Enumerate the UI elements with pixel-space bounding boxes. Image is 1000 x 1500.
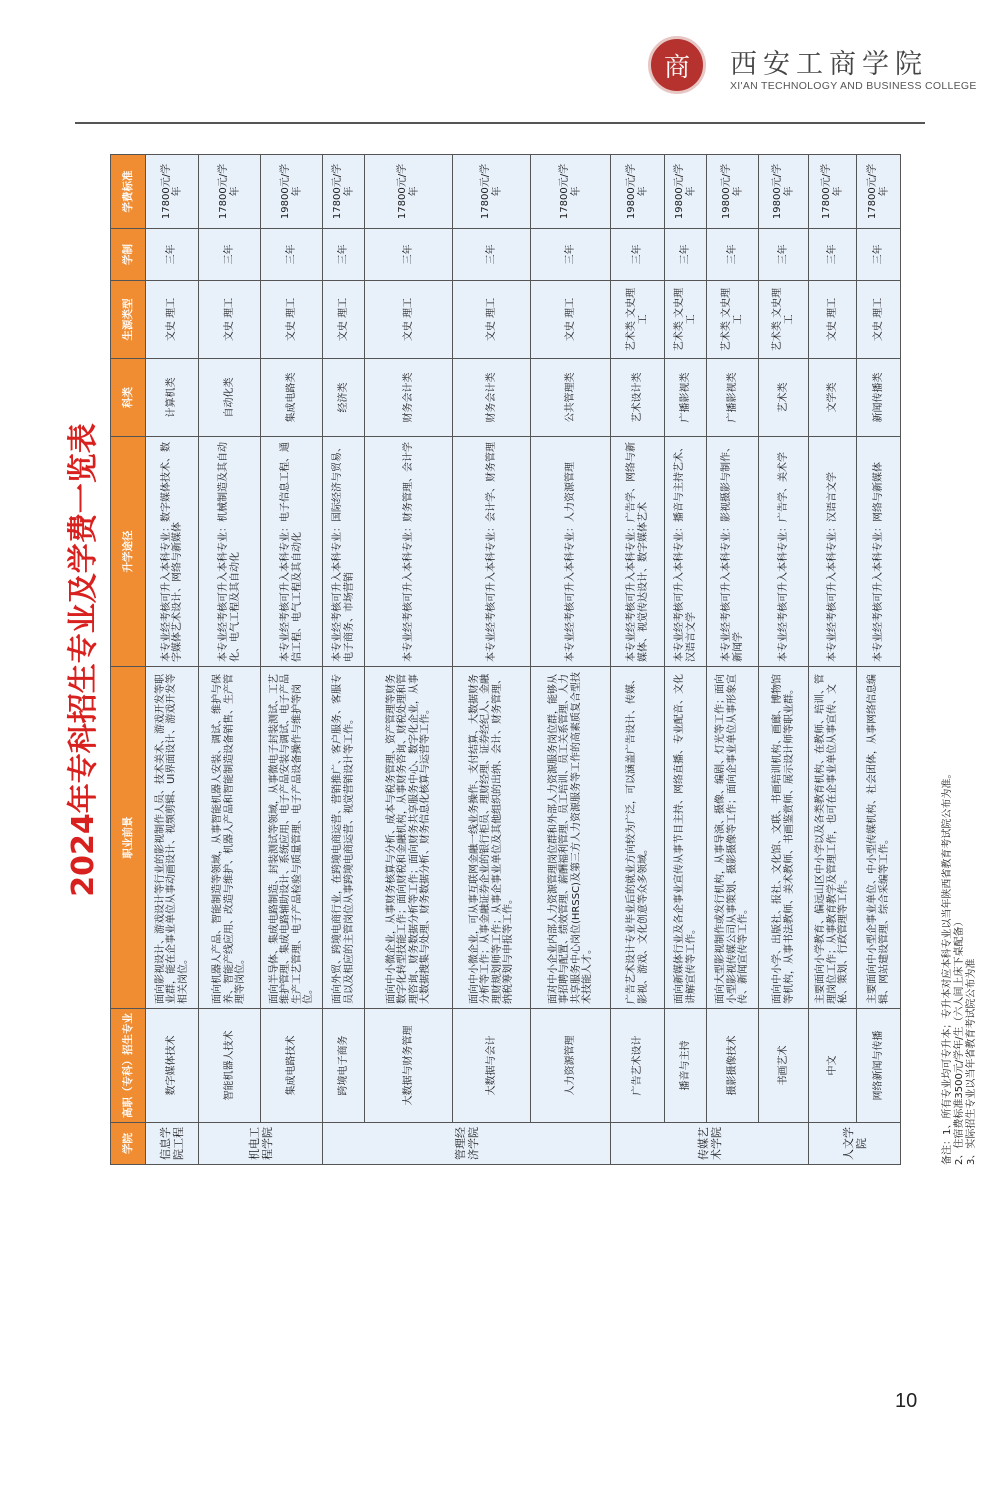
header-category: 科类 [111, 359, 146, 437]
source-cell: 文史 理工 [857, 281, 901, 359]
college-cell: 传媒艺术学院 [611, 1123, 809, 1165]
category-cell: 自动化类 [199, 359, 261, 437]
major-cell: 智能机器人技术 [199, 1009, 261, 1123]
prospect-cell: 主要面向小学教育、偏远山区中小学以及各类教育机构、在教师、培训、管理岗位工作；从事教育教学及管理工作，也可在企事业单位从事宣传、文秘、策划、行政管理等工作。 [809, 667, 857, 1009]
duration-cell: 三年 [857, 229, 901, 281]
table-row [199, 155, 261, 1165]
fee-cell: 17800元/学年 [857, 155, 901, 229]
duration-cell: 三年 [323, 229, 365, 281]
table-row [809, 155, 857, 1165]
major-cell: 网络新闻与传播 [857, 1009, 901, 1123]
major-cell: 播音与主持 [665, 1009, 707, 1123]
path-cell: 本专业经考核可升入本科专业：会计学、财务管理 [453, 437, 531, 667]
major-cell: 书画艺术 [759, 1009, 809, 1123]
prospect-cell: 面向中小学、出版社、报社、文化馆、文联、书画培训机构、画廊、博物馆等机构，从事书法教师、美术教师、书画鉴赏师、展示设计师等职业群。 [759, 667, 809, 1009]
major-cell: 人力资源管理 [531, 1009, 611, 1123]
source-cell: 艺术类 文史理工 [611, 281, 665, 359]
fee-cell: 17800元/学年 [323, 155, 365, 229]
path-cell: 本专业经考核可升入本科专业：机械制造及其自动化、电气工程及其自动化 [199, 437, 261, 667]
fee-cell: 17800元/学年 [809, 155, 857, 229]
path-cell: 本专业经考核可升入本科专业：财务管理、会计学 [365, 437, 453, 667]
duration-cell: 三年 [199, 229, 261, 281]
table-row [857, 155, 901, 1165]
fee-cell: 19800元/学年 [707, 155, 759, 229]
category-cell: 艺术类 [759, 359, 809, 437]
duration-cell: 三年 [665, 229, 707, 281]
source-cell: 文史 理工 [323, 281, 365, 359]
prospect-cell: 面向新媒体行业及各企事业宣传从事节目主持、网络直播、专业配音、文化讲解宣传等工作。 [665, 667, 707, 1009]
path-cell: 本专业经考核可升入本科专业：广告学、美术学 [759, 437, 809, 667]
category-cell: 广播影视类 [665, 359, 707, 437]
source-cell: 艺术类 文史理工 [665, 281, 707, 359]
prospect-cell: 面向大型影视制作或发行机构，从事导演、摄像、编剧、灯光等工作；面向小型影视传媒公司从事策划、摄影摄像等工作；面向企事业单位从事形象宣传、新闻宣传等工作。 [707, 667, 759, 1009]
source-cell: 艺术类 文史理工 [707, 281, 759, 359]
college-logo [648, 36, 706, 94]
table-row [453, 155, 531, 1165]
source-cell: 艺术类 文史理工 [759, 281, 809, 359]
fee-cell: 19800元/学年 [665, 155, 707, 229]
prospect-cell: 面向中小微企业，可从事互联网金融一线业务操作、支付结算、大数据财务分析等工作；从事金融证券企业的银行柜员、理财经理、证券经纪人、金融理财规划师等工作；从事企事业单位及其他组织的出纳、会计、财务管理、纳税筹划与申报等工作。 [453, 667, 531, 1009]
path-cell: 本专业经考核可升入本科专业：国际经济与贸易、电子商务、市场营销 [323, 437, 365, 667]
header-fee: 学费标准 [111, 155, 146, 229]
major-cell: 广告艺术设计 [611, 1009, 665, 1123]
source-cell: 文史 理工 [199, 281, 261, 359]
prospect-cell: 面向机器人产品、智能制造等领域，从事智能机器人安装、调试、维护与保养、智能产线应用、改造与维护、机器人产品和智能制造设备销售、生产管理等岗位。 [199, 667, 261, 1009]
path-cell: 本专业经考核可升入本科专业：人力资源管理 [531, 437, 611, 667]
prospect-cell: 面对中小企业内部人力资源管理岗位群和外部人力资源服务岗位群，能够从事招聘与配置、绩效管理、薪酬福利管理、员工培训、员工关系管理、人力共享服务中心岗位(HRSSC)及第三方人力资源服务等工作的高素质复合型技术技能人才。 [531, 667, 611, 1009]
path-cell: 本专业经考核可升入本科专业：广告学、网络与新媒体、视觉传达设计、数字媒体艺术 [611, 437, 665, 667]
college-cell: 管理经济学院 [323, 1123, 611, 1165]
category-cell: 文学类 [809, 359, 857, 437]
path-cell: 本专业经考核可升入本科专业：数字媒体技术、数字媒体艺术设计、网络与新媒体 [146, 437, 199, 667]
duration-cell: 三年 [365, 229, 453, 281]
source-cell: 文史 理工 [146, 281, 199, 359]
header-source: 生源类型 [111, 281, 146, 359]
footnote-2: 2、住宿费标准3500元/学年/生（六人间上床下桌配备） [954, 916, 965, 1165]
category-cell: 财务会计类 [453, 359, 531, 437]
table-row [146, 155, 199, 1165]
category-cell: 艺术设计类 [611, 359, 665, 437]
header-prospect: 职业前景 [111, 667, 146, 1009]
fee-cell: 19800元/学年 [261, 155, 323, 229]
fee-cell: 17800元/学年 [199, 155, 261, 229]
category-cell: 广播影视类 [707, 359, 759, 437]
category-cell: 计算机类 [146, 359, 199, 437]
page-title: 2024年专科招生专业及学费一览表 [66, 423, 101, 897]
table-header-row [111, 155, 146, 1165]
duration-cell: 三年 [611, 229, 665, 281]
fee-cell: 19800元/学年 [611, 155, 665, 229]
duration-cell: 三年 [261, 229, 323, 281]
path-cell: 本专业经考核可升入本科专业：影视摄影与制作、新闻学 [707, 437, 759, 667]
table-row [365, 155, 453, 1165]
major-cell: 数字媒体技术 [146, 1009, 199, 1123]
major-cell: 中文 [809, 1009, 857, 1123]
prospect-cell: 面向中小微企业，从事财务核算与分析、成本与税务管理、资产管理等财务数字化转型技能工作；面向财税和金融机构，从事财务咨询、财税处理和管理咨询、财务数据分析等工作；面向财务共享服务中心、数字化企业，从事大数据搜集与处理、财务数据分析、财务信息化核算与运营等工作。 [365, 667, 453, 1009]
fee-cell: 17800元/学年 [365, 155, 453, 229]
source-cell: 文史 理工 [261, 281, 323, 359]
footnote-3: 3、实际招生专业以当年省教育考试院公布为准 [966, 958, 977, 1165]
prospect-cell: 主要面向中小型企事业单位、中小型传媒机构、社会团体，从事网络信息编辑、网站建设管理、综合采编等工作。 [857, 667, 901, 1009]
prospect-cell: 面向外贸、跨境电商行业，在跨境电商运营、营销推广、客户服务、客服专员以及相应的主管岗位从事跨境电商运营、视觉营销设计等工作。 [323, 667, 365, 1009]
prospect-cell: 面向半导体、集成电路制造、封装测试等领域，从事微电子封装测试、工艺维护管理、集成电路辅助设计、系统应用、电子产品安装与调试、电子产品生产工艺管理、电子产品检验与质量管理、电子产品设备操作与维护等岗位。 [261, 667, 323, 1009]
fee-cell: 19800元/学年 [759, 155, 809, 229]
table-row [323, 155, 365, 1165]
header-major: 高职（专科）招生专业 [111, 1009, 146, 1123]
footnotes [942, 769, 978, 1165]
duration-cell: 三年 [531, 229, 611, 281]
fee-cell: 17800元/学年 [531, 155, 611, 229]
major-cell: 大数据与会计 [453, 1009, 531, 1123]
path-cell: 本专业经考核可升入本科专业：电子信息工程、通信工程、电气工程及其自动化 [261, 437, 323, 667]
header-path: 升学途径 [111, 437, 146, 667]
fee-cell: 17800元/学年 [453, 155, 531, 229]
prospect-cell: 面向影视设计、游戏设计等行业的影视制作人员、技术美术、游戏开发等职业群，能在企事业单位从事动画设计、视频剪辑、UI界面设计、游戏开发等相关岗位。 [146, 667, 199, 1009]
prospect-cell: 广告艺术设计专业毕业后的就业方向较为广泛，可以涵盖广告设计、传媒、影视、游戏、文化创意等众多领域。 [611, 667, 665, 1009]
footnote-1: 备注：1、所有专业均可专升本；专升本对应本科专业以当年陕西省教育考试院公布为准。 [942, 768, 953, 1165]
category-cell: 公共管理类 [531, 359, 611, 437]
table-row [261, 155, 323, 1165]
rotated-table-panel [66, 155, 977, 1165]
source-cell: 文史 理工 [365, 281, 453, 359]
brand-name-en: XI'AN TECHNOLOGY AND BUSINESS COLLEGE [730, 80, 977, 92]
table-row [611, 155, 665, 1165]
header-divider [75, 122, 925, 124]
college-cell: 信息学院工程 [146, 1123, 199, 1165]
fee-cell: 17800元/学年 [146, 155, 199, 229]
duration-cell: 三年 [146, 229, 199, 281]
duration-cell: 三年 [809, 229, 857, 281]
page-number: 10 [895, 1390, 918, 1412]
major-cell: 摄影摄像技术 [707, 1009, 759, 1123]
duration-cell: 三年 [707, 229, 759, 281]
category-cell: 财务会计类 [365, 359, 453, 437]
table-row [707, 155, 759, 1165]
source-cell: 文史 理工 [809, 281, 857, 359]
header-college: 学院 [111, 1123, 146, 1165]
path-cell: 本专业经考核可升入本科专业：汉语言文学 [809, 437, 857, 667]
path-cell: 本专业经考核可升入本科专业：播音与主持艺术、汉语言文学 [665, 437, 707, 667]
path-cell: 本专业经考核可升入本科专业：网络与新媒体 [857, 437, 901, 667]
source-cell: 文史 理工 [531, 281, 611, 359]
category-cell: 经济类 [323, 359, 365, 437]
college-cell: 人文学院 [809, 1123, 901, 1165]
brand-name-cn: 西安工商学院 [730, 49, 928, 80]
college-cell: 机电工程学院 [199, 1123, 323, 1165]
table-row [759, 155, 809, 1165]
table-row [665, 155, 707, 1165]
table-row [531, 155, 611, 1165]
major-cell: 集成电路技术 [261, 1009, 323, 1123]
category-cell: 新闻传播类 [857, 359, 901, 437]
category-cell: 集成电路类 [261, 359, 323, 437]
source-cell: 文史 理工 [453, 281, 531, 359]
major-cell: 大数据与财务管理 [365, 1009, 453, 1123]
header-duration: 学制 [111, 229, 146, 281]
major-cell: 跨境电子商务 [323, 1009, 365, 1123]
duration-cell: 三年 [453, 229, 531, 281]
logo-glyph: 商 [663, 52, 690, 83]
duration-cell: 三年 [759, 229, 809, 281]
fee-table [110, 154, 901, 1165]
